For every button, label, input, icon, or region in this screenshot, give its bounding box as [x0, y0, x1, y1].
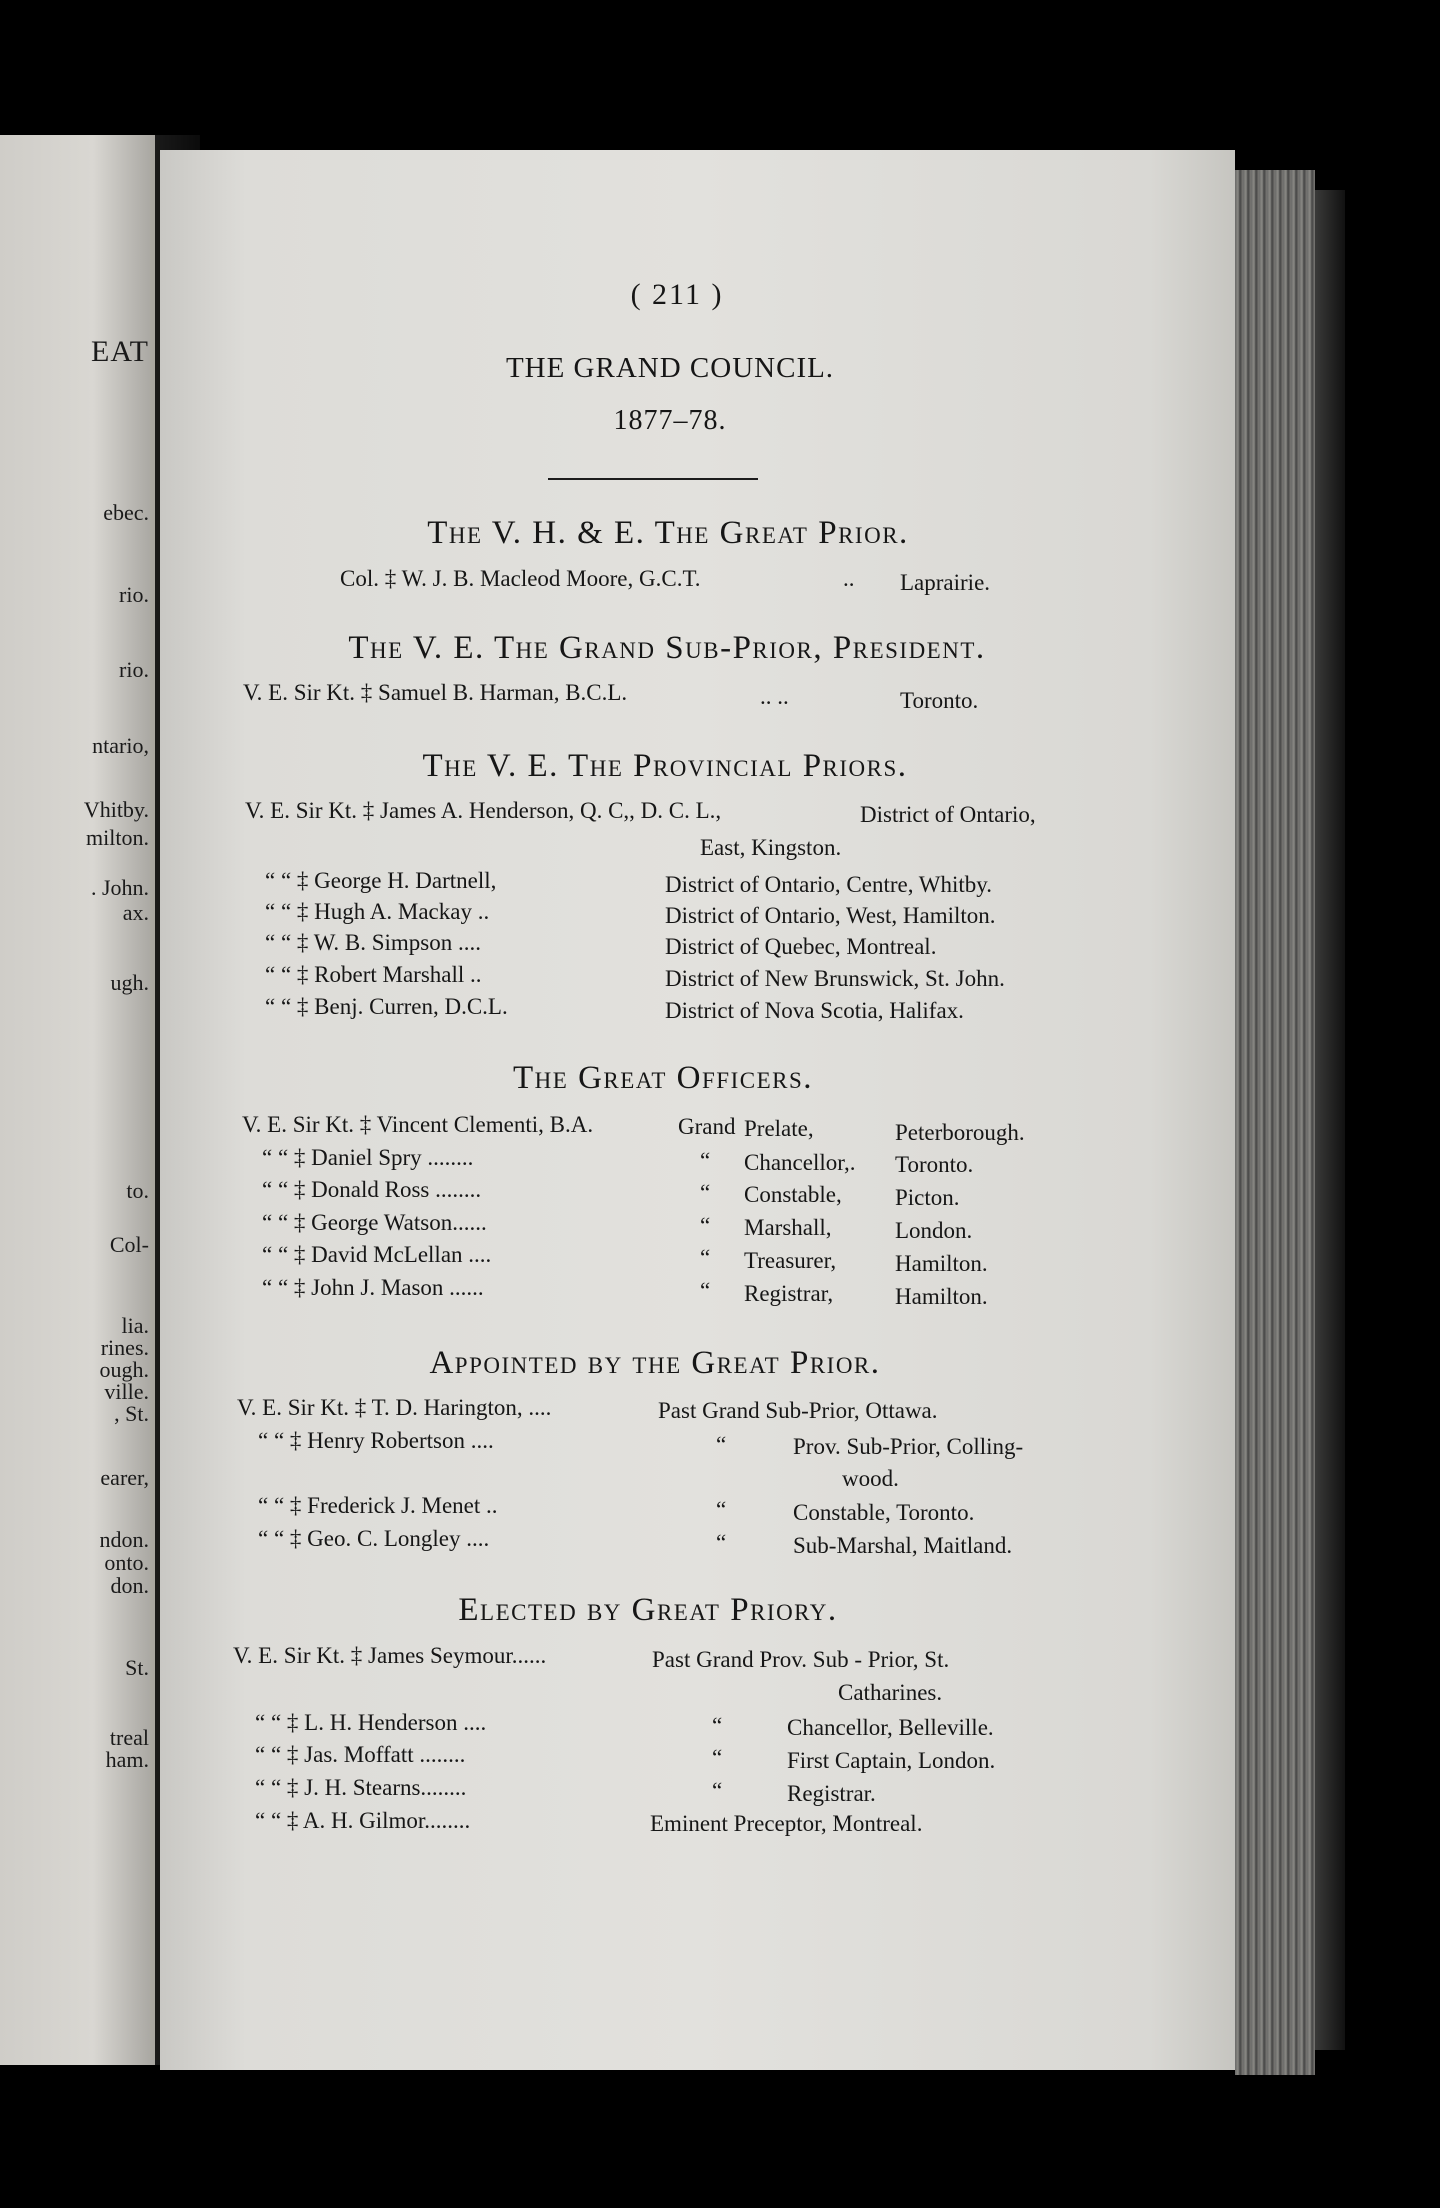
entry-name: “ “ ‡ A. H. Gilmor........	[255, 1808, 471, 1833]
entry-ditto: “	[700, 1148, 711, 1173]
left-page-fragment: ax.	[122, 900, 149, 925]
entry-name: “ “ ‡ Jas. Moffatt ........	[255, 1742, 466, 1767]
entry-name: V. E. Sir Kt. ‡ Samuel B. Harman, B.C.L.	[243, 680, 628, 705]
left-page-fragment: milton.	[86, 825, 149, 850]
entry-ditto: “	[712, 1745, 723, 1770]
entry-office: Marshall,	[744, 1215, 832, 1240]
entry-name: “ “ ‡ David McLellan ....	[262, 1242, 492, 1267]
entry-district-cont: East, Kingston.	[700, 835, 842, 860]
left-page-fragment: , St.	[114, 1401, 149, 1426]
entry-office: Registrar,	[744, 1281, 834, 1306]
entry-name: “ “ ‡ Daniel Spry ........	[262, 1145, 474, 1170]
left-page-fragment: lia.	[121, 1313, 149, 1338]
entry-office: Registrar.	[787, 1781, 876, 1806]
entry-ditto: “	[712, 1778, 723, 1803]
entry-office: Prelate,	[744, 1116, 814, 1141]
entry-office-cont: wood.	[842, 1466, 899, 1491]
entry-ditto: “	[700, 1245, 711, 1270]
left-page-fragment: rio.	[119, 582, 149, 607]
page-title: THE GRAND COUNCIL.	[505, 352, 835, 384]
entry-place: Peterborough.	[895, 1120, 1025, 1145]
left-page-fragment: rines.	[100, 1335, 149, 1360]
section-heading-provincial-priors: The V. E. The Provincial Priors.	[422, 748, 908, 784]
left-page-fragment: ugh.	[110, 970, 149, 995]
entry-office: Prov. Sub-Prior, Colling-	[793, 1434, 1024, 1459]
entry-office-cont: Catharines.	[838, 1680, 943, 1705]
section-heading-sub-prior: The V. E. The Grand Sub-Prior, President.	[348, 630, 986, 666]
section-heading-great-officers: The Great Officers.	[513, 1060, 813, 1096]
entry-name: “ “ ‡ Henry Robertson ....	[258, 1428, 494, 1453]
left-page-fragment: ndon.	[99, 1527, 149, 1552]
entry-name: “ “ ‡ Geo. C. Longley ....	[258, 1526, 490, 1551]
left-page-fragment: rio.	[119, 657, 149, 682]
entry-grand: Grand	[678, 1114, 736, 1139]
entry-office: Chancellor,.	[744, 1150, 856, 1175]
entry-place: Picton.	[895, 1185, 960, 1210]
entry-place: Toronto.	[900, 688, 979, 713]
entry-ditto: “	[700, 1180, 711, 1205]
left-page-fragment: to.	[126, 1178, 149, 1203]
left-page-fragment: . John.	[90, 875, 149, 900]
entry-name: “ “ ‡ Frederick J. Menet ..	[258, 1493, 498, 1518]
entry-name: V. E. Sir Kt. ‡ James A. Henderson, Q. C,, D. C. L.,	[245, 798, 722, 823]
title-rule	[548, 478, 758, 480]
entry-place: Hamilton.	[895, 1284, 988, 1309]
section-heading-great-prior: The V. H. & E. The Great Prior.	[427, 515, 909, 551]
entry-name: “ “ ‡ Benj. Curren, D.C.L.	[265, 994, 508, 1019]
left-page-fragment: ville.	[104, 1379, 149, 1404]
entry-office: Constable,	[744, 1182, 842, 1207]
entry-name: V. E. Sir Kt. ‡ Vincent Clementi, B.A.	[242, 1112, 594, 1137]
entry-office: First Captain, London.	[787, 1748, 996, 1773]
section-heading-elected: Elected by Great Priory.	[458, 1592, 838, 1628]
section-heading-appointed: Appointed by the Great Prior.	[429, 1345, 881, 1381]
page-edges-shadow	[1315, 190, 1345, 2050]
entry-ditto: “	[716, 1432, 727, 1457]
entry-ditto: “	[716, 1497, 727, 1522]
page-number: ( 211 )	[630, 278, 724, 311]
left-page-fragment: ntario,	[92, 733, 149, 758]
entry-leader: ..	[843, 566, 855, 591]
left-page-fragment: EAT	[91, 335, 149, 368]
left-page-fragment: ham.	[105, 1747, 149, 1772]
entry-office: Chancellor, Belleville.	[787, 1715, 994, 1740]
entry-place: London.	[895, 1218, 973, 1243]
entry-district: District of Ontario, West, Hamilton.	[665, 903, 996, 928]
entry-office: Past Grand Prov. Sub - Prior, St.	[652, 1647, 950, 1672]
entry-place: Laprairie.	[900, 570, 991, 595]
left-page-fragment: onto.	[104, 1550, 149, 1575]
entry-district: District of Quebec, Montreal.	[665, 934, 937, 959]
left-page-fragment: treal	[109, 1725, 149, 1750]
entry-name: “ “ ‡ John J. Mason ......	[262, 1275, 484, 1300]
entry-ditto: “	[700, 1278, 711, 1303]
entry-leader: .. ..	[760, 684, 789, 709]
left-page-edge	[0, 135, 155, 2065]
entry-place: Toronto.	[895, 1152, 974, 1177]
entry-name: “ “ ‡ L. H. Henderson ....	[255, 1710, 487, 1735]
entry-name: V. E. Sir Kt. ‡ T. D. Harington, ....	[237, 1395, 552, 1420]
left-page-fragment: ebec.	[103, 500, 149, 525]
entry-name: “ “ ‡ Hugh A. Mackay ..	[265, 899, 490, 924]
left-page-fragment: don.	[110, 1573, 149, 1598]
entry-name: “ “ ‡ J. H. Stearns........	[255, 1775, 467, 1800]
entry-name: “ “ ‡ Donald Ross ........	[262, 1177, 482, 1202]
entry-district: District of Ontario,	[860, 802, 1036, 827]
left-page-fragment: Vhitby.	[83, 797, 149, 822]
entry-district: District of New Brunswick, St. John.	[665, 966, 1005, 991]
left-page-fragment: Col-	[109, 1232, 149, 1257]
entry-office: Sub-Marshal, Maitland.	[793, 1533, 1013, 1558]
entry-name: “ “ ‡ George Watson......	[262, 1210, 487, 1235]
entry-office: Constable, Toronto.	[793, 1500, 975, 1525]
entry-ditto: “	[700, 1213, 711, 1238]
entry-ditto: “	[712, 1713, 723, 1738]
entry-name: V. E. Sir Kt. ‡ James Seymour......	[233, 1643, 547, 1668]
entry-ditto: “	[716, 1530, 727, 1555]
entry-office: Treasurer,	[744, 1248, 837, 1273]
entry-name: “ “ ‡ W. B. Simpson ....	[265, 930, 481, 955]
entry-district: District of Ontario, Centre, Whitby.	[665, 872, 993, 897]
page-edges-stack	[1235, 170, 1315, 2075]
entry-name: “ “ ‡ Robert Marshall ..	[265, 962, 482, 987]
left-page-fragment: earer,	[100, 1465, 149, 1490]
page-years: 1877–78.	[613, 405, 727, 436]
left-page-fragment: St.	[125, 1655, 149, 1680]
entry-name: “ “ ‡ George H. Dartnell,	[265, 868, 497, 893]
entry-district: District of Nova Scotia, Halifax.	[665, 998, 964, 1023]
entry-place: Hamilton.	[895, 1251, 988, 1276]
entry-name: Col. ‡ W. J. B. Macleod Moore, G.C.T.	[340, 566, 701, 591]
entry-office: Past Grand Sub-Prior, Ottawa.	[658, 1398, 938, 1423]
entry-office: Eminent Preceptor, Montreal.	[650, 1811, 923, 1836]
left-page-fragment: ough.	[99, 1357, 149, 1382]
